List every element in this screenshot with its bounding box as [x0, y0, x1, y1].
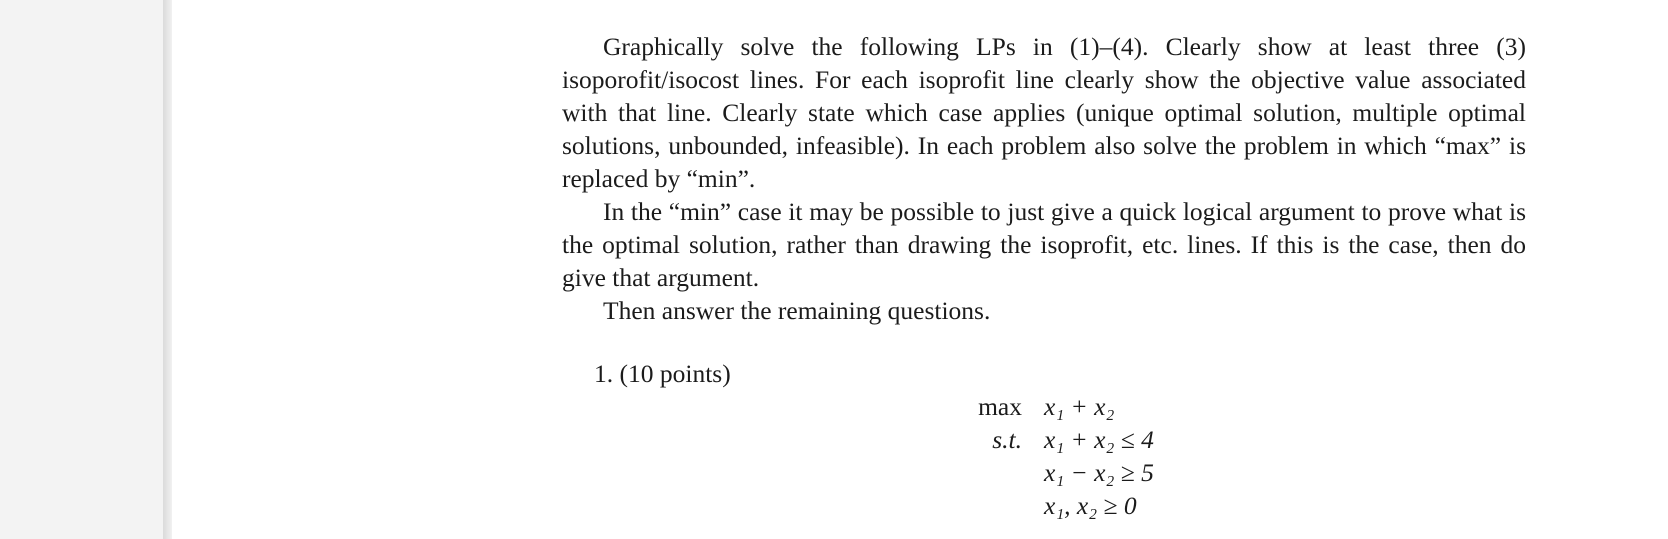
instruction-paragraph: In the “min” case it may be possible to just give a quick logical argument to prove what is the optimal solution, rather than drawing the isoprofit, etc. lines. If this is the case, then do give that argument.	[562, 197, 1526, 292]
constraint-expression: x₁ − x₂ ≥ 5	[1044, 458, 1154, 487]
objective-label: max	[978, 392, 1022, 421]
instruction-paragraph: Graphically solve the following LPs in (1)–(4). Clearly show at least three (3) isoporofit/isocost lines. For each isoprofit line clearly show the objective value associated with that line. Clearly state which case applies (unique optimal solution, multiple optimal solutions, unbounded, infeasible). In each problem also solve the problem in which “max” is replaced by “min”.	[562, 32, 1526, 193]
instructions	[562, 30, 1526, 327]
instruction-paragraph: Then answer the remaining questions.	[603, 296, 991, 325]
nonnegativity-constraint: x₁, x₂ ≥ 0	[1044, 491, 1137, 520]
problem-heading: 1. (10 points)	[594, 359, 731, 388]
constraint-expression: x₁ + x₂ ≤ 4	[1044, 425, 1154, 454]
constraints-label: s.t.	[992, 425, 1022, 454]
objective-expression: x₁ + x₂	[1044, 392, 1115, 421]
document-page	[172, 0, 1668, 539]
